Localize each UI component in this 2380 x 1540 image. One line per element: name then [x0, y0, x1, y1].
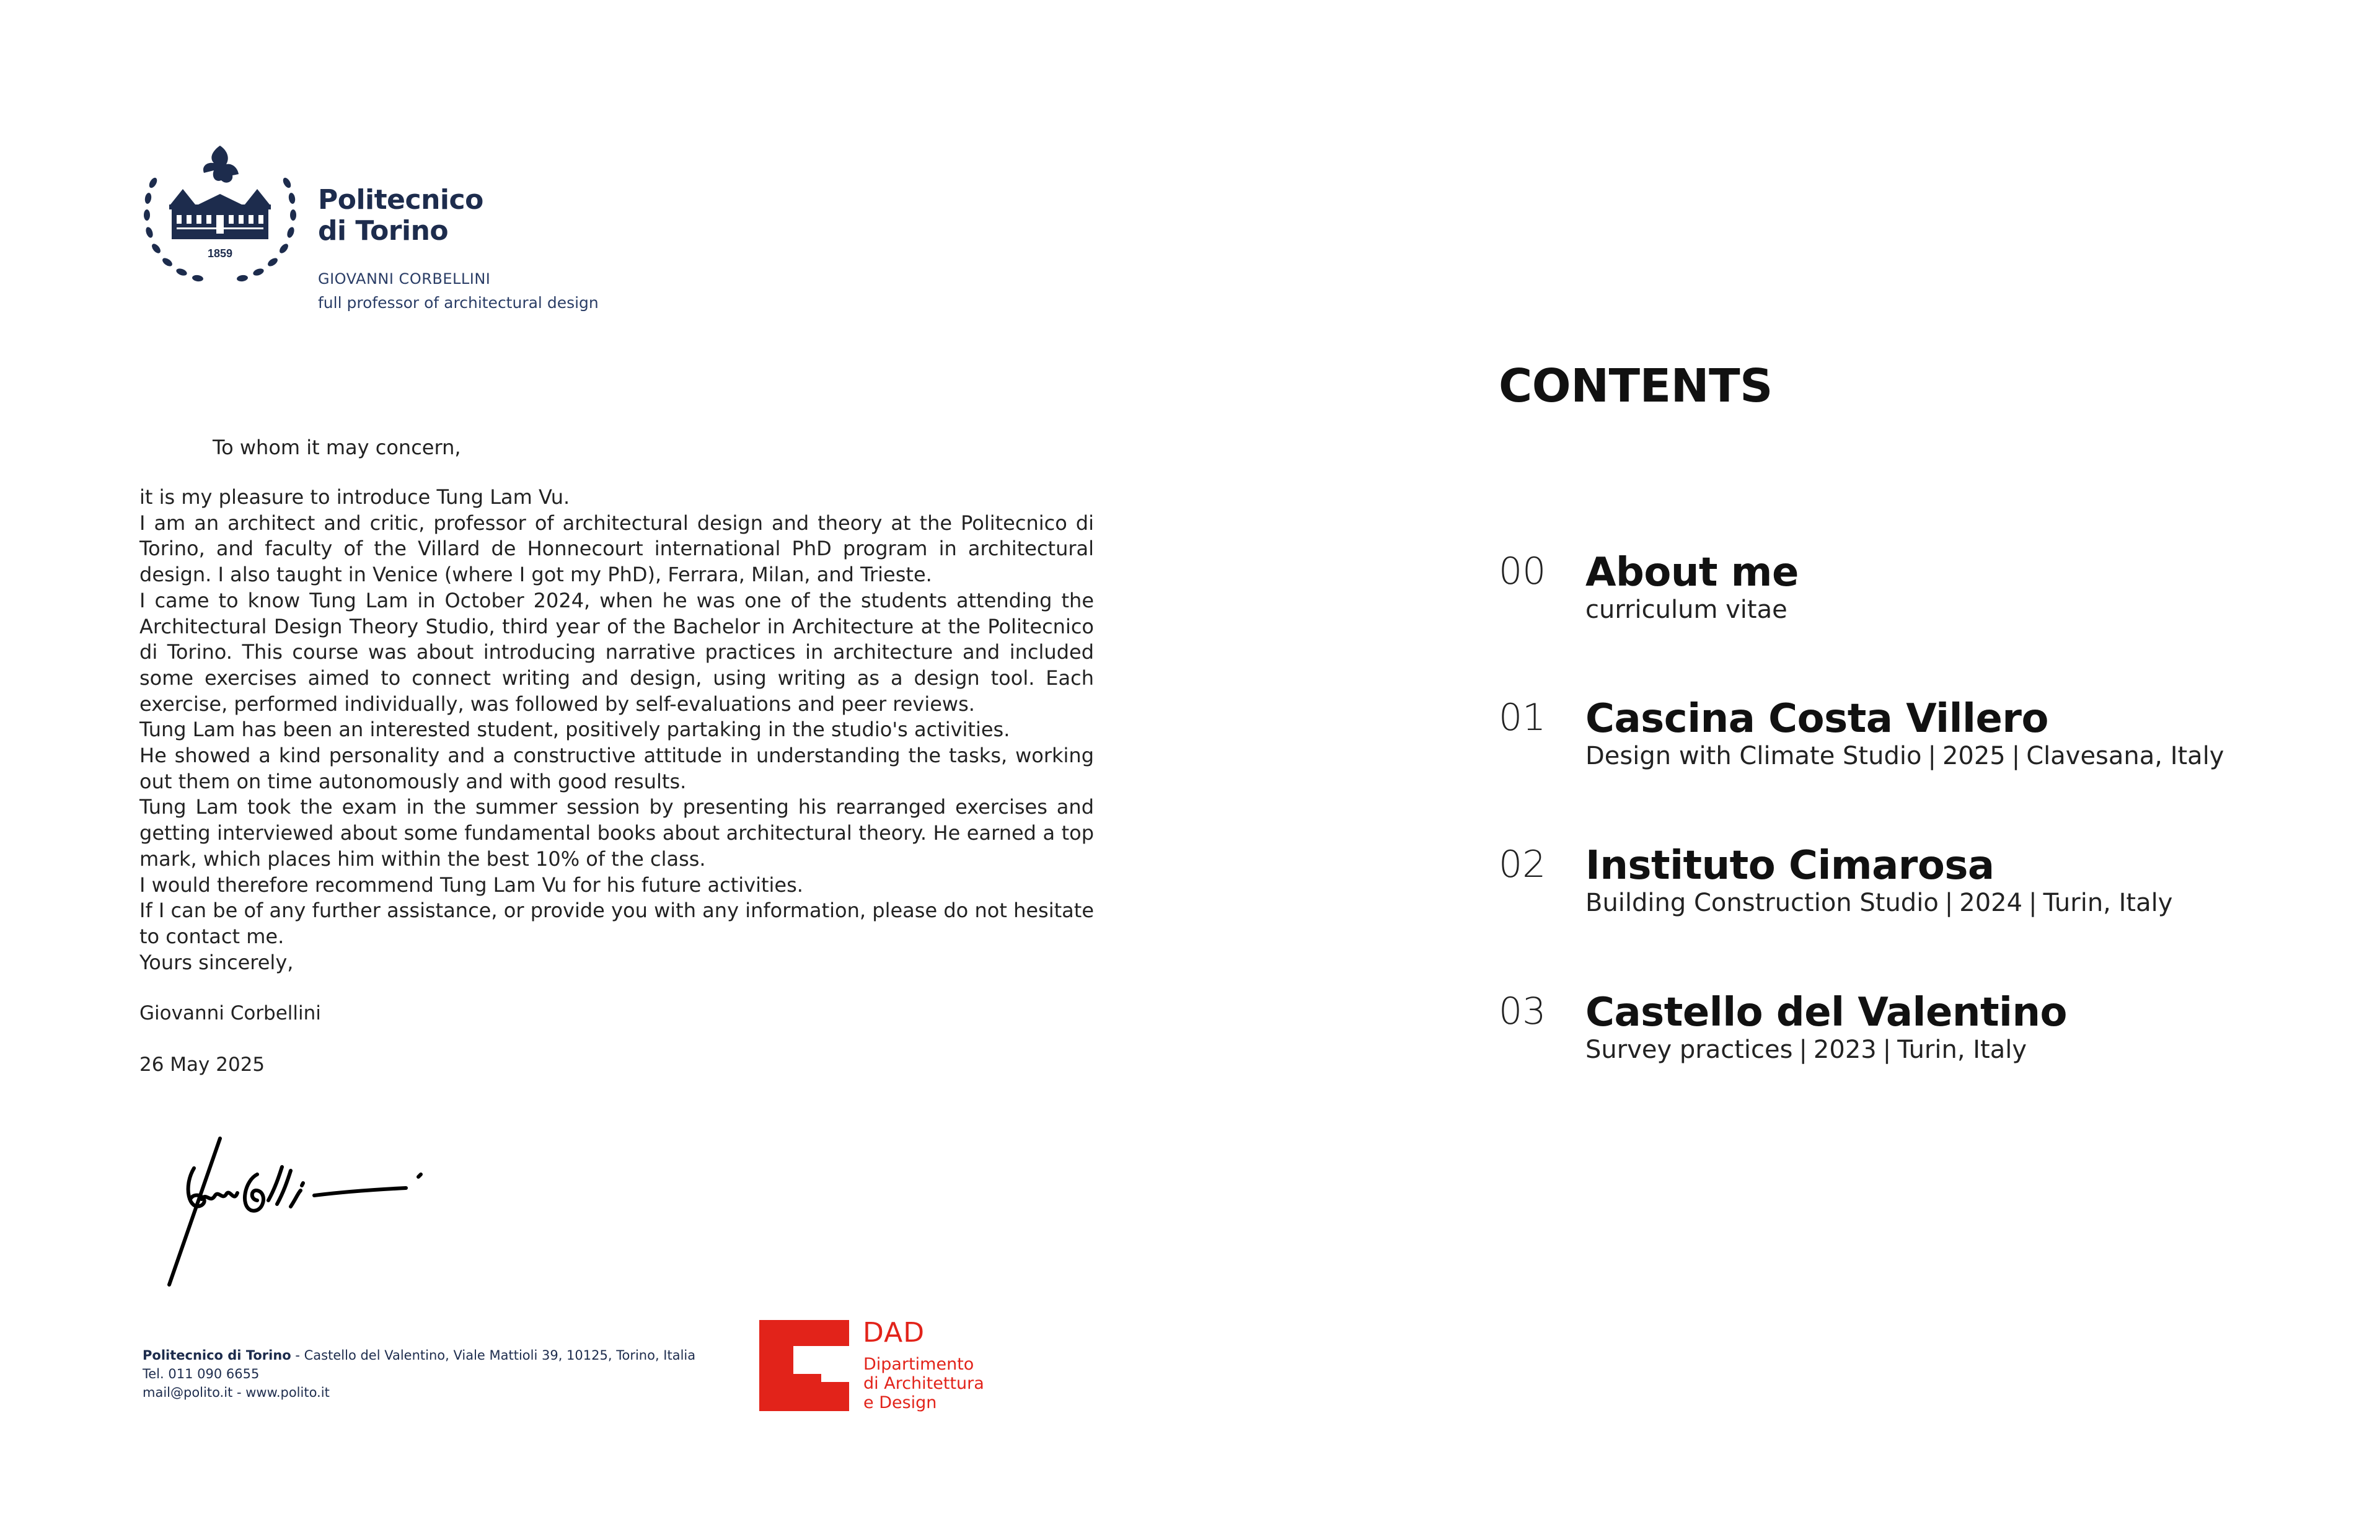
toc-subtitle-part: Survey practices [1585, 1036, 1793, 1064]
toc-subtitle-part: 2023 [1813, 1036, 1877, 1064]
dad-title: DAD [863, 1317, 925, 1349]
toc-subtitle-part: 2024 [1959, 889, 2023, 917]
footer-address-line [143, 1346, 695, 1365]
toc-subtitle [1585, 889, 2172, 917]
letter-paragraph: I am an architect and critic, professor of architectural design and theory at the Politecnico di Torino, and faculty of the Villard de Honnecourt international PhD program in architectural design. I also taught in Venice (where I got my PhD), Ferrara, Milan, and Trieste. [139, 511, 1094, 587]
toc-subtitle-part: Turin, Italy [1897, 1036, 2027, 1064]
toc-subtitle-part: Design with Climate Studio [1585, 742, 1922, 770]
university-name [318, 185, 483, 247]
footer-org-name: Politecnico di Torino [143, 1348, 291, 1363]
footer-phone: Tel. 011 090 6655 [143, 1366, 260, 1381]
signer-name: Giovanni Corbellini [139, 1002, 321, 1024]
letter-paragraph: Tung Lam took the exam in the summer session by presenting his rearranged exercises and getting interviewed about some fundamental books about architectural theory. He earned a top mark, which places him within the best 10% of the class. [139, 795, 1094, 871]
toc-number: 03 [1499, 990, 1546, 1033]
toc-subtitle-part: Building Construction Studio [1585, 889, 1939, 917]
letter-paragraph: Tung Lam has been an interested student, positively partaking in the studio's activities. [139, 718, 1010, 742]
separator: | [1944, 889, 1954, 917]
contents-heading: CONTENTS [1499, 359, 1773, 413]
toc-subtitle-part: Clavesana, Italy [2026, 742, 2224, 770]
letter-paragraph: I came to know Tung Lam in October 2024, when he was one of the students attending the Architectural Design Theory Studio, third year of the Bachelor in Architecture at the Politecnico di Torino. This course was about introducing narrative practices in architecture and included some exercises aimed to connect writing and design, using writing as a design tool. Each exercise, performed individually, was followed by self-evaluations and peer reviews. [139, 588, 1094, 716]
toc-number: 01 [1499, 696, 1546, 739]
footer-address-block [143, 1346, 695, 1402]
toc-subtitle [1585, 1036, 2027, 1064]
university-name-line1: Politecnico [318, 184, 483, 216]
handwritten-signature [158, 1131, 474, 1292]
university-seal [139, 139, 301, 291]
university-name-line2: di Torino [318, 215, 449, 247]
letter-paragraph: I would therefore recommend Tung Lam Vu for his future activities. [139, 873, 803, 897]
separator: | [1928, 742, 1936, 770]
letter-paragraph: If I can be of any further assistance, or provide you with any information, please do not hesitate to contact me. [139, 899, 1094, 948]
letter-paragraph: He showed a kind personality and a constructive attitude in understanding the tasks, working out them on time autonomously and with good results. [139, 744, 1094, 793]
toc-title: About me [1585, 550, 1799, 596]
toc-subtitle-part: Turin, Italy [2043, 889, 2173, 917]
author-name: GIOVANNI CORBELLINI [318, 270, 491, 288]
dad-logo-mark-icon [759, 1320, 849, 1411]
toc-number: 00 [1499, 550, 1546, 593]
toc-number: 02 [1499, 843, 1546, 886]
toc-subtitle-part: curriculum vitae [1585, 596, 1787, 624]
footer-address: - Castello del Valentino, Viale Mattioli 39, 10125, Torino, Italia [291, 1348, 696, 1363]
dad-line1: Dipartimento [863, 1355, 974, 1374]
phoenix-icon [203, 146, 239, 183]
seal-year: 1859 [207, 247, 233, 260]
letter-paragraph: it is my pleasure to introduce Tung Lam Vu. [139, 485, 570, 509]
toc-subtitle [1585, 742, 2224, 770]
author-title: full professor of architectural design [318, 294, 599, 312]
letter-date: 26 May 2025 [139, 1054, 265, 1076]
toc-subtitle [1585, 596, 1787, 624]
separator: | [1799, 1036, 1807, 1064]
toc-subtitle-part: 2025 [1942, 742, 2006, 770]
dad-line2: di Architettura [863, 1374, 984, 1393]
letter-body [139, 485, 1094, 975]
separator: | [2011, 742, 2021, 770]
separator: | [1882, 1036, 1892, 1064]
dad-department-name [863, 1355, 984, 1412]
letter-paragraph: Yours sincerely, [139, 950, 294, 974]
letter-greeting: To whom it may concern, [213, 436, 461, 459]
toc-title: Castello del Valentino [1585, 990, 2067, 1036]
separator: | [2029, 889, 2037, 917]
footer-web: mail@polito.it - www.polito.it [143, 1385, 330, 1400]
toc-title: Cascina Costa Villero [1585, 696, 2048, 742]
toc-title: Instituto Cimarosa [1585, 843, 1994, 889]
dad-line3: e Design [863, 1393, 937, 1412]
